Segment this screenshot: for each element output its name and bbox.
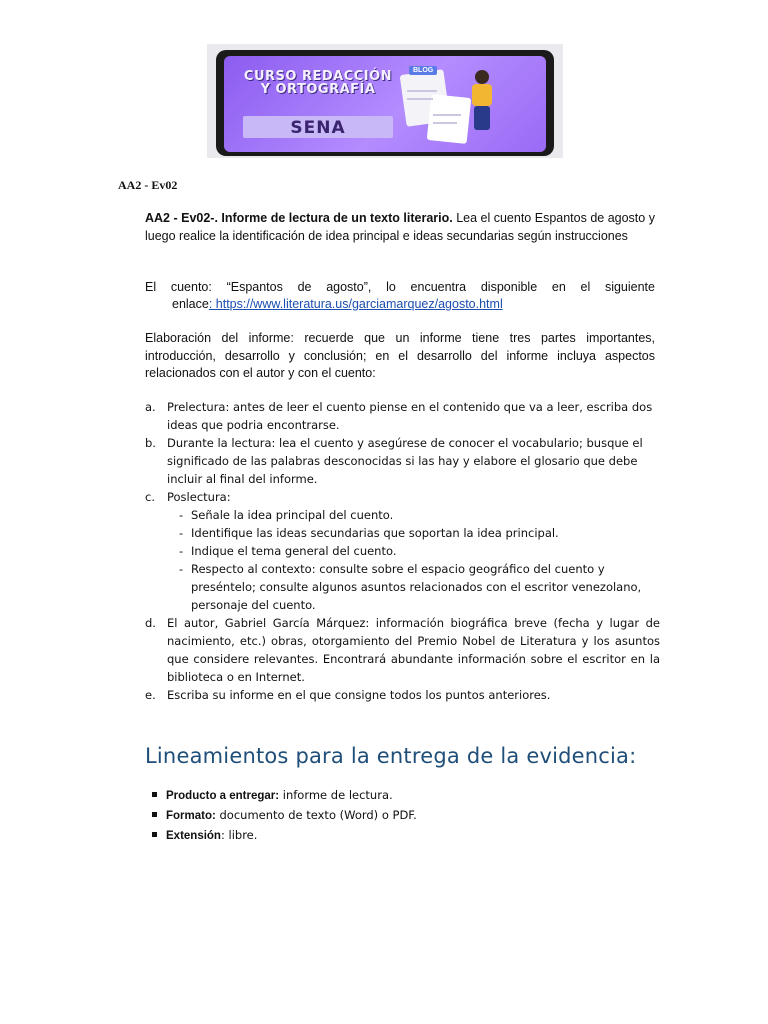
guideline-item [152,806,417,826]
intro-text: Lea el cuento Espantos de agosto y luego realice la identificación de idea principal e ideas secundarias según instrucciones [145,211,655,243]
guideline-value: informe de lectura. [279,788,393,802]
story-link[interactable]: : https://www.literatura.us/garciamarquez/agosto.html [208,297,503,311]
doc-line [407,90,437,92]
sub-text: Señale la idea principal del cuento. [191,508,394,522]
sub-text: Indique el tema general del cuento. [191,544,397,558]
list-item [145,398,660,434]
list-text: El autor, Gabriel García Márquez: información biográfica breve (fecha y lugar de nacimiento, etc.) obras, otorgamiento del Premio Nobel de Literatura y los asuntos que considere relevantes. Encontrará abundante información sobre el escritor en la biblioteca o en Internet. [167,616,660,684]
list-marker: b. [145,436,156,450]
banner-title: CURSO REDACCIÓN Y ORTOGRAFÍA [243,69,393,97]
list-text: Prelectura: antes de leer el cuento piense en el contenido que va a leer, escriba dos ideas que podria encontrarse. [167,400,653,432]
sub-text: Respecto al contexto: consulte sobre el espacio geográfico del cuento y preséntelo; consulte algunos asuntos relacionados con el escritor venezolano, personaje del cuento. [191,562,642,612]
list-marker: a. [145,400,156,414]
guideline-label: Extensión [166,830,221,842]
list-marker: e. [145,688,156,702]
list-text: Durante la lectura: lea el cuento y asegúrese de conocer el vocabulario; busque el significado de las palabras desconocidas si las hay y elabore el glosario que debe incluir al final del informe. [167,436,643,486]
list-item [145,614,660,686]
banner-sena: SENA [290,118,346,138]
document-illustration [427,94,472,144]
intro-paragraph [145,210,655,245]
list-item [145,488,660,614]
intro-bold: AA2 - Ev02-. Informe de lectura de un texto literario. [145,211,453,225]
list-marker: c. [145,490,155,504]
sub-item: - Indique el tema general del cuento. [179,544,397,558]
story-line: El cuento: “Espantos de agosto”, lo encuentra disponible en el siguiente [145,280,655,294]
guideline-item [152,786,417,806]
bullet-icon [152,812,157,817]
doc-line [407,98,433,100]
elaboration-paragraph: Elaboración del informe: recuerde que un informe tiene tres partes importantes, introducción, desarrollo y conclusión; en el desarrollo del informe incluya aspectos relacionados con el autor y con el cuento: [145,331,655,380]
sub-text: Identifique las ideas secundarias que soportan la idea principal. [191,526,559,540]
sub-item: - Respecto al contexto: consulte sobre el espacio geográfico del cuento y preséntelo; consulte algunos asuntos relacionados con el escritor venezolano, personaje del cuento. [179,562,642,612]
link-prefix: enlace [172,297,209,311]
guidelines-list [152,786,417,846]
guideline-value: documento de texto (Word) o PDF. [215,808,417,822]
guideline-label: Producto a entregar: [166,790,280,802]
guideline-value: : libre. [220,828,258,842]
story-link-line [172,296,652,314]
bullet-icon [152,832,157,837]
list-item [145,434,660,488]
person-illustration [469,70,495,130]
list-text: Poslectura: [167,490,231,504]
list-marker: d. [145,616,156,630]
guideline-item [152,826,417,846]
list-text: Escriba su informe en el que consigne todos los puntos anteriores. [167,688,551,702]
instructions-list [145,398,660,704]
sub-item: - Identifique las ideas secundarias que soportan la idea principal. [179,526,559,540]
list-item [145,686,660,704]
doc-line [433,114,461,116]
activity-code: AA2 - Ev02 [118,178,178,192]
blog-tag: BLOG [409,66,437,75]
bullet-icon [152,792,157,797]
sub-item: - Señale la idea principal del cuento. [179,508,394,522]
guideline-label: Formato: [166,810,216,822]
course-banner [207,44,563,158]
doc-line [433,122,457,124]
guidelines-heading: Lineamientos para la entrega de la evidencia: [145,744,637,768]
